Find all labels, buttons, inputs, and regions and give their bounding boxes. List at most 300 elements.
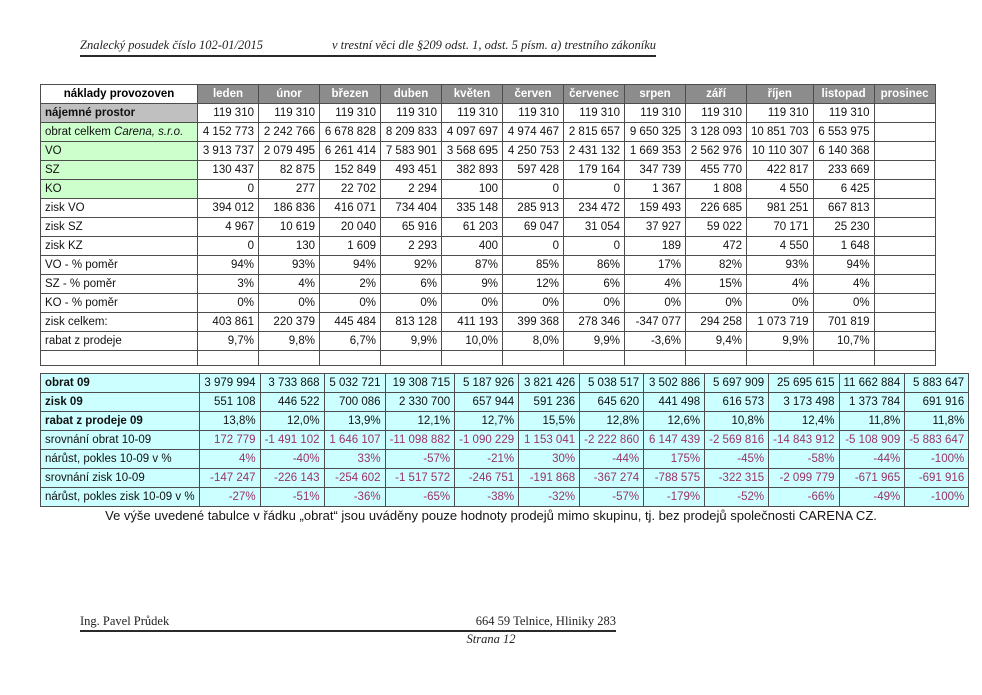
table-row [41, 123, 936, 142]
value-cell: 3 821 426 [519, 374, 580, 393]
value-cell: 6 425 [813, 180, 874, 199]
document-header [80, 38, 656, 57]
value-cell: 0 [564, 237, 625, 256]
value-cell: 278 346 [564, 313, 625, 332]
value-cell: 1 073 719 [747, 313, 814, 332]
value-cell: 9,9% [747, 332, 814, 351]
value-cell: 7 583 901 [381, 142, 442, 161]
value-cell: 472 [686, 237, 747, 256]
value-cell: 0% [625, 294, 686, 313]
value-cell: 119 310 [320, 104, 381, 123]
value-cell: 87% [442, 256, 503, 275]
value-cell: -100% [905, 488, 969, 507]
value-cell: -11 098 882 [385, 431, 455, 450]
value-cell: 9,4% [686, 332, 747, 351]
value-cell: -147 247 [199, 469, 260, 488]
row-label: rabat z prodeje [41, 332, 198, 351]
value-cell: 0% [198, 294, 259, 313]
value-cell: 446 522 [260, 393, 324, 412]
value-cell: 10,8% [705, 412, 769, 431]
header-case-reference: v trestní věci dle §209 odst. 1, odst. 5 písm. a) trestního zákoníku [331, 38, 656, 52]
value-cell: 0% [320, 294, 381, 313]
value-cell: -57% [385, 450, 455, 469]
value-cell: 12,7% [455, 412, 519, 431]
value-cell: 1 648 [813, 237, 874, 256]
month-column-header: červen [503, 85, 564, 104]
row-label: obrat celkem Carena, s.r.o. [41, 123, 198, 142]
value-cell: 65 916 [381, 218, 442, 237]
table-row [41, 351, 936, 366]
value-cell: 3 502 886 [644, 374, 705, 393]
value-cell: 59 022 [686, 218, 747, 237]
value-cell: 616 573 [705, 393, 769, 412]
footer-author: Ing. Pavel Průdek [80, 614, 170, 628]
value-cell: 0% [686, 294, 747, 313]
value-cell: -1 491 102 [260, 431, 324, 450]
value-cell: 9,7% [198, 332, 259, 351]
value-cell: 2 079 495 [259, 142, 320, 161]
value-cell: 6 147 439 [644, 431, 705, 450]
value-cell: 94% [198, 256, 259, 275]
value-cell: 5 697 909 [705, 374, 769, 393]
value-cell: 119 310 [747, 104, 814, 123]
value-cell: 0% [503, 294, 564, 313]
value-cell: 0% [442, 294, 503, 313]
value-cell: -65% [385, 488, 455, 507]
value-cell: -45% [705, 450, 769, 469]
value-cell: 8 209 833 [381, 123, 442, 142]
value-cell: 9,8% [259, 332, 320, 351]
value-cell: 400 [442, 237, 503, 256]
value-cell: 4 550 [747, 180, 814, 199]
value-cell [747, 351, 814, 366]
value-cell: 701 819 [813, 313, 874, 332]
value-cell: 179 164 [564, 161, 625, 180]
value-cell [874, 199, 935, 218]
table-row [41, 256, 936, 275]
value-cell: 4% [813, 275, 874, 294]
value-cell: 100 [442, 180, 503, 199]
value-cell: 12% [503, 275, 564, 294]
value-cell: 9,9% [381, 332, 442, 351]
value-cell: 597 428 [503, 161, 564, 180]
value-cell: 0% [381, 294, 442, 313]
value-cell: 3 979 994 [199, 374, 260, 393]
value-cell: -246 751 [455, 469, 519, 488]
value-cell: 4 097 697 [442, 123, 503, 142]
value-cell: 10,0% [442, 332, 503, 351]
row-label: zisk SZ [41, 218, 198, 237]
value-cell: 5 038 517 [580, 374, 644, 393]
value-cell: 2 294 [381, 180, 442, 199]
month-column-header: duben [381, 85, 442, 104]
value-cell: -66% [769, 488, 839, 507]
value-cell [874, 275, 935, 294]
value-cell: 119 310 [503, 104, 564, 123]
value-cell: 347 739 [625, 161, 686, 180]
value-cell: 94% [320, 256, 381, 275]
value-cell: 6 140 368 [813, 142, 874, 161]
value-cell: 0 [198, 180, 259, 199]
table-row [41, 450, 969, 469]
value-cell: -36% [324, 488, 385, 507]
value-cell: 645 620 [580, 393, 644, 412]
month-column-header: prosinec [874, 85, 935, 104]
value-cell: 9 650 325 [625, 123, 686, 142]
month-column-header: říjen [747, 85, 814, 104]
row-label: obrat 09 [41, 374, 200, 393]
table-row [41, 374, 969, 393]
value-cell: 25 230 [813, 218, 874, 237]
value-cell [874, 218, 935, 237]
value-cell [874, 313, 935, 332]
value-cell: 813 128 [381, 313, 442, 332]
value-cell: -52% [705, 488, 769, 507]
value-cell: 4 967 [198, 218, 259, 237]
table-row [41, 142, 936, 161]
value-cell: 5 883 647 [905, 374, 969, 393]
value-cell: 12,8% [580, 412, 644, 431]
value-cell: -367 274 [580, 469, 644, 488]
value-cell: 1 367 [625, 180, 686, 199]
value-cell: 399 368 [503, 313, 564, 332]
value-cell: 119 310 [625, 104, 686, 123]
value-cell: -226 143 [260, 469, 324, 488]
table-row [41, 161, 936, 180]
value-cell: 3 733 868 [260, 374, 324, 393]
value-cell: 234 472 [564, 199, 625, 218]
row-label: srovnání zisk 10-09 [41, 469, 200, 488]
value-cell: 119 310 [686, 104, 747, 123]
header-report-number: Znalecký posudek číslo 102-01/2015 [80, 38, 263, 52]
document-footer [80, 614, 616, 632]
value-cell [874, 332, 935, 351]
table-row [41, 104, 936, 123]
value-cell: 1 646 107 [324, 431, 385, 450]
value-cell: 119 310 [198, 104, 259, 123]
month-column-header: květen [442, 85, 503, 104]
value-cell: -38% [455, 488, 519, 507]
value-cell: -191 868 [519, 469, 580, 488]
value-cell: 6 678 828 [320, 123, 381, 142]
value-cell: 70 171 [747, 218, 814, 237]
value-cell: 10 619 [259, 218, 320, 237]
value-cell: 20 040 [320, 218, 381, 237]
row-label: srovnání obrat 10-09 [41, 431, 200, 450]
table-row [41, 313, 936, 332]
value-cell: 17% [625, 256, 686, 275]
value-cell: 4 550 [747, 237, 814, 256]
value-cell: 86% [564, 256, 625, 275]
value-cell: 11,8% [839, 412, 905, 431]
value-cell: 411 193 [442, 313, 503, 332]
table-row [41, 180, 936, 199]
value-cell: 3 568 695 [442, 142, 503, 161]
costs-table [40, 84, 936, 366]
value-cell: 189 [625, 237, 686, 256]
value-cell: 1 669 353 [625, 142, 686, 161]
value-cell: 0% [747, 294, 814, 313]
month-column-header: březen [320, 85, 381, 104]
value-cell: 13,9% [324, 412, 385, 431]
value-cell [874, 294, 935, 313]
table-row [41, 294, 936, 313]
value-cell: -691 916 [905, 469, 969, 488]
table-note: Ve výše uvedené tabulce v řádku „obrat“ jsou uváděny pouze hodnoty prodejů mimo skupinu, tj. bez prodejů společnosti CARENA CZ. [105, 508, 877, 523]
value-cell: 6% [564, 275, 625, 294]
value-cell: 422 817 [747, 161, 814, 180]
value-cell: -322 315 [705, 469, 769, 488]
value-cell: 1 609 [320, 237, 381, 256]
value-cell: 2 815 657 [564, 123, 625, 142]
value-cell: 93% [259, 256, 320, 275]
value-cell: -3,6% [625, 332, 686, 351]
value-cell: -44% [580, 450, 644, 469]
value-cell: 233 669 [813, 161, 874, 180]
value-cell: -57% [580, 488, 644, 507]
value-cell: -5 883 647 [905, 431, 969, 450]
value-cell: 0% [259, 294, 320, 313]
value-cell: 159 493 [625, 199, 686, 218]
table-row [41, 488, 969, 507]
value-cell [442, 351, 503, 366]
row-label: KO [41, 180, 198, 199]
value-cell: 37 927 [625, 218, 686, 237]
month-column-header: leden [198, 85, 259, 104]
value-cell: 22 702 [320, 180, 381, 199]
value-cell: 700 086 [324, 393, 385, 412]
value-cell: -179% [644, 488, 705, 507]
value-cell [874, 351, 935, 366]
value-cell: 82 875 [259, 161, 320, 180]
value-cell: 0% [813, 294, 874, 313]
value-cell: 382 893 [442, 161, 503, 180]
table-row [41, 218, 936, 237]
month-column-header: listopad [813, 85, 874, 104]
value-cell: 61 203 [442, 218, 503, 237]
value-cell [564, 351, 625, 366]
value-cell: 4% [625, 275, 686, 294]
value-cell: 12,4% [769, 412, 839, 431]
value-cell: 2 330 700 [385, 393, 455, 412]
value-cell: 93% [747, 256, 814, 275]
value-cell: 4% [747, 275, 814, 294]
value-cell: 119 310 [564, 104, 625, 123]
value-cell: 25 695 615 [769, 374, 839, 393]
value-cell: 94% [813, 256, 874, 275]
row-label: zisk 09 [41, 393, 200, 412]
value-cell: 403 861 [198, 313, 259, 332]
table-row [41, 237, 936, 256]
table-row [41, 412, 969, 431]
value-cell: 11 662 884 [839, 374, 905, 393]
value-cell: 15,5% [519, 412, 580, 431]
value-cell [198, 351, 259, 366]
value-cell: 335 148 [442, 199, 503, 218]
row-label: nájemné prostor [41, 104, 198, 123]
value-cell: 119 310 [442, 104, 503, 123]
value-cell: 4% [259, 275, 320, 294]
value-cell: 10 851 703 [747, 123, 814, 142]
month-column-header: srpen [625, 85, 686, 104]
value-cell: 6% [381, 275, 442, 294]
value-cell: 30% [519, 450, 580, 469]
value-cell: 9% [442, 275, 503, 294]
table-corner-label: náklady provozoven [41, 85, 198, 104]
value-cell: 551 108 [199, 393, 260, 412]
value-cell: 175% [644, 450, 705, 469]
value-cell [874, 180, 935, 199]
value-cell [503, 351, 564, 366]
value-cell: -21% [455, 450, 519, 469]
value-cell: 285 913 [503, 199, 564, 218]
value-cell: 10,7% [813, 332, 874, 351]
value-cell: 12,1% [385, 412, 455, 431]
value-cell: 4 152 773 [198, 123, 259, 142]
value-cell: -5 108 909 [839, 431, 905, 450]
row-label: KO - % poměr [41, 294, 198, 313]
value-cell: -27% [199, 488, 260, 507]
value-cell: 4 250 753 [503, 142, 564, 161]
value-cell: 4 974 467 [503, 123, 564, 142]
value-cell: 3% [198, 275, 259, 294]
value-cell: 152 849 [320, 161, 381, 180]
value-cell: 11,8% [905, 412, 969, 431]
value-cell [874, 256, 935, 275]
value-cell: 19 308 715 [385, 374, 455, 393]
value-cell: 0 [564, 180, 625, 199]
value-cell: 12,6% [644, 412, 705, 431]
value-cell [259, 351, 320, 366]
row-label: SZ - % poměr [41, 275, 198, 294]
value-cell: -347 077 [625, 313, 686, 332]
value-cell: 6,7% [320, 332, 381, 351]
value-cell: 4% [199, 450, 260, 469]
value-cell: 5 187 926 [455, 374, 519, 393]
value-cell: 981 251 [747, 199, 814, 218]
value-cell: 1 153 041 [519, 431, 580, 450]
value-cell: -254 602 [324, 469, 385, 488]
value-cell: 0% [564, 294, 625, 313]
table-row [41, 469, 969, 488]
value-cell: 82% [686, 256, 747, 275]
table-row [41, 332, 936, 351]
value-cell [813, 351, 874, 366]
value-cell: 33% [324, 450, 385, 469]
value-cell [874, 161, 935, 180]
value-cell: 591 236 [519, 393, 580, 412]
row-label [41, 351, 198, 366]
value-cell: 416 071 [320, 199, 381, 218]
value-cell: -49% [839, 488, 905, 507]
value-cell: 3 128 093 [686, 123, 747, 142]
month-column-header: únor [259, 85, 320, 104]
value-cell: -1 090 229 [455, 431, 519, 450]
value-cell: -1 517 572 [385, 469, 455, 488]
value-cell: 2 293 [381, 237, 442, 256]
value-cell: 220 379 [259, 313, 320, 332]
value-cell: 493 451 [381, 161, 442, 180]
value-cell: 3 913 737 [198, 142, 259, 161]
value-cell: 394 012 [198, 199, 259, 218]
value-cell: 277 [259, 180, 320, 199]
row-label: zisk VO [41, 199, 198, 218]
value-cell: -58% [769, 450, 839, 469]
value-cell: 657 944 [455, 393, 519, 412]
value-cell: 691 916 [905, 393, 969, 412]
value-cell: 294 258 [686, 313, 747, 332]
value-cell: 119 310 [381, 104, 442, 123]
month-column-header: červenec [564, 85, 625, 104]
month-column-header: září [686, 85, 747, 104]
row-label: rabat z prodeje 09 [41, 412, 200, 431]
value-cell: 130 437 [198, 161, 259, 180]
value-cell [320, 351, 381, 366]
value-cell: -788 575 [644, 469, 705, 488]
value-cell: 186 836 [259, 199, 320, 218]
value-cell: 441 498 [644, 393, 705, 412]
value-cell: -40% [260, 450, 324, 469]
value-cell [874, 237, 935, 256]
value-cell [874, 142, 935, 161]
table-row [41, 431, 969, 450]
value-cell: 2 562 976 [686, 142, 747, 161]
value-cell: 13,8% [199, 412, 260, 431]
row-label: SZ [41, 161, 198, 180]
row-label: zisk celkem: [41, 313, 198, 332]
row-label: nárůst, pokles zisk 10-09 v % [41, 488, 200, 507]
page-number: Strana 12 [466, 632, 516, 646]
value-cell: 8,0% [503, 332, 564, 351]
value-cell: 130 [259, 237, 320, 256]
value-cell: 445 484 [320, 313, 381, 332]
value-cell: 69 047 [503, 218, 564, 237]
value-cell: 2 242 766 [259, 123, 320, 142]
value-cell: 226 685 [686, 199, 747, 218]
value-cell [686, 351, 747, 366]
value-cell: 2 431 132 [564, 142, 625, 161]
table-row [41, 199, 936, 218]
value-cell [874, 104, 935, 123]
value-cell: 2% [320, 275, 381, 294]
value-cell: 119 310 [813, 104, 874, 123]
row-label: VO [41, 142, 198, 161]
value-cell: 1 808 [686, 180, 747, 199]
value-cell: 15% [686, 275, 747, 294]
value-cell: -14 843 912 [769, 431, 839, 450]
value-cell: 6 261 414 [320, 142, 381, 161]
value-cell: 3 173 498 [769, 393, 839, 412]
value-cell: 734 404 [381, 199, 442, 218]
value-cell: 6 553 975 [813, 123, 874, 142]
value-cell: 667 813 [813, 199, 874, 218]
value-cell [381, 351, 442, 366]
value-cell: -2 099 779 [769, 469, 839, 488]
value-cell: 5 032 721 [324, 374, 385, 393]
value-cell: 0 [198, 237, 259, 256]
value-cell [874, 123, 935, 142]
value-cell: 31 054 [564, 218, 625, 237]
value-cell: 85% [503, 256, 564, 275]
row-label: zisk KZ [41, 237, 198, 256]
footer-address: 664 59 Telnice, Hliniky 283 [475, 614, 616, 628]
value-cell [625, 351, 686, 366]
value-cell: -100% [905, 450, 969, 469]
value-cell: 455 770 [686, 161, 747, 180]
table-row [41, 393, 969, 412]
table-row [41, 275, 936, 294]
value-cell: -32% [519, 488, 580, 507]
